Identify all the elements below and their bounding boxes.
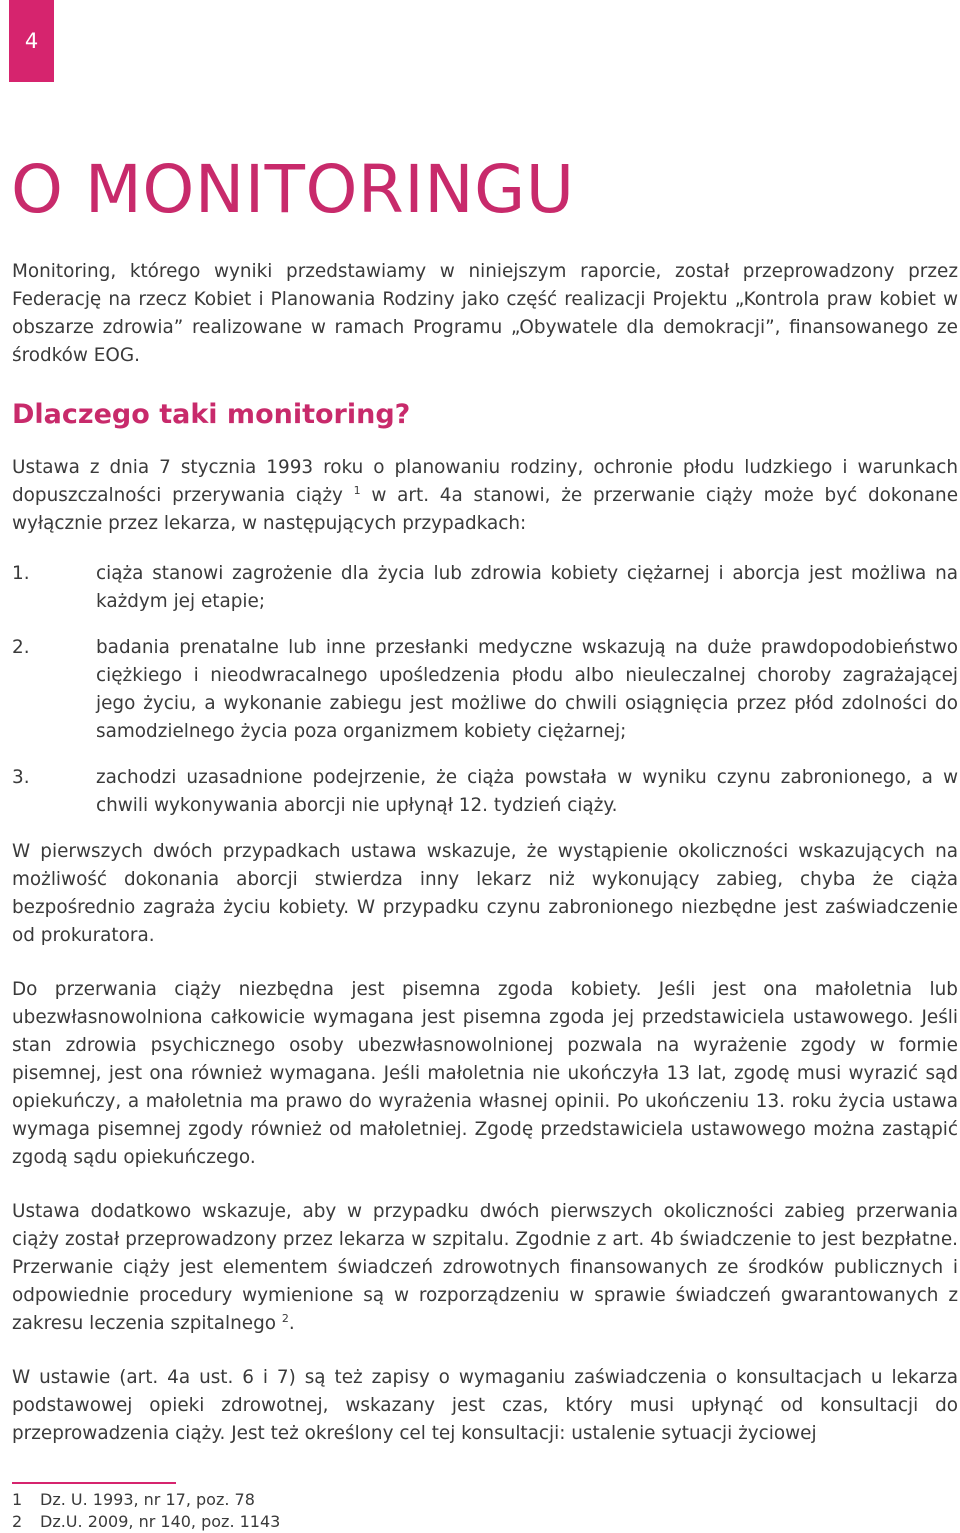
list-item [12,634,958,746]
page-number: 4 [24,29,39,53]
law-paragraph-text: Ustawa z dnia 7 stycznia 1993 roku o planowaniu rodziny, ochronie płodu ludzkiego i warunkach dopuszczalności przerywania ciąży [12,457,958,506]
body-paragraph-hospital-text: Ustawa dodatkowo wskazuje, aby w przypadku dwóch pierwszych okoliczności zabieg przerwania ciąży został przeprowadzony przez lekarza w szpitalu. Zgodnie z art. 4b świadczenie to jest bezpłatne. Przerwanie ciąży jest elementem świadczeń zdrowotnych finansowanych ze środków publicznych i odpowiednie procedury wymienione są w rozporządzeniu w sprawie świadczeń gwarantowanych z zakresu leczenia szpitalnego [12,1201,958,1334]
list-item-number: 3. [12,767,30,788]
list-item-text: ciąża stanowi zagrożenie dla życia lub zdrowia kobiety ciężarnej i aborcja jest możliwa na każdym jej etapie; [96,563,958,612]
page-title: O MONITORINGU [11,151,575,228]
main-content [12,258,958,1448]
list-item-number: 2. [12,637,30,658]
list-item-text: badania prenatalne lub inne przesłanki medyczne wskazują na duże prawdopodobieństwo ciężkiego i nieodwracalnego upośledzenia płodu albo nieuleczalnej choroby zagrażającej jego życiu, a wykonanie zabiegu jest możliwe do chwili osiągnięcia przez płód zdolności do samodzielnego życia poza organizmem kobiety ciężarnej; [96,637,958,742]
list-item-number: 1. [12,563,30,584]
intro-paragraph: Monitoring, którego wyniki przedstawiamy w niniejszym raporcie, został przeprowadzony przez Federację na rzecz Kobiet i Planowania Rodziny jako część realizacji Projektu „Kontrola praw kobiet w obszarze zdrowia” realizowane w ramach Programu „Obywatele dla demokracji”, finansowanego ze środków EOG. [12,261,958,366]
body-paragraph-hospital [12,1198,958,1338]
body-paragraph-hospital-end: . [288,1313,295,1334]
law-paragraph [12,454,958,538]
body-paragraph-doctor: W pierwszych dwóch przypadkach ustawa wskazuje, że wystąpienie okoliczności wskazujących na możliwość dokonania aborcji stwierdza inny lekarz niż wykonujący zabieg, chyba że ciąża bezpośrednio zagraża życiu kobiety. W przypadku czynu zabronionego niezbędne jest zaświadczenie od prokuratora. [12,841,958,946]
section-heading: Dlaczego taki monitoring? [12,399,411,430]
page-number-tab [9,0,54,82]
footnote [12,1489,280,1511]
footnote-ref-1[interactable]: 1 [353,483,361,497]
footnote-text: Dz.U. 2009, nr 140, poz. 1143 [40,1512,281,1531]
footnote-ref-2[interactable]: 2 [281,1311,289,1325]
footnote-number: 2 [12,1512,23,1531]
list-item [12,560,958,616]
footnote-number: 1 [12,1490,23,1509]
footnote-text: Dz. U. 1993, nr 17, poz. 78 [40,1490,255,1509]
footnote-divider [12,1482,176,1484]
footnote [12,1511,280,1533]
list-item [12,764,958,820]
cases-list [12,560,958,820]
list-item-text: zachodzi uzasadnione podejrzenie, że ciąża powstała w wyniku czynu zabronionego, a w chwili wykonywania aborcji nie upłynął 12. tydzień ciąży. [96,767,958,816]
law-paragraph-text-cont: w art. 4a stanowi, że przerwanie ciąży może być dokonane wyłącznie przez lekarza, w następujących przypadkach: [12,485,959,534]
body-paragraph-consent: Do przerwania ciąży niezbędna jest pisemna zgoda kobiety. Jeśli jest ona małoletnia lub ubezwłasnowolniona całkowicie wymagana jest pisemna zgoda jej przedstawiciela ustawowego. Jeśli stan zdrowia psychicznego osoby ubezwłasnowolnionej pozwala na wyrażenie zgody w formie pisemnej, jest ona również wymagana. Jeśli małoletnia nie ukończyła 13 lat, zgodę musi wyrazić sąd opiekuńczy, a małoletnia ma prawo do wyrażenia własnej opinii. Po ukończeniu 13. roku życia ustawa wymaga pisemnej zgody również od małoletniej. Zgodę przedstawiciela ustawowego można zastąpić zgodą sądu opiekuńczego. [12,979,958,1168]
body-paragraph-consultation: W ustawie (art. 4a ust. 6 i 7) są też zapisy o wymaganiu zaświadczenia o konsultacjach u lekarza podstawowej opieki zdrowotnej, wskazany jest czas, który musi upłynąć od konsultacji do przeprowadzenia ciąży. Jest też określony cel tej konsultacji: ustalenie sytuacji życiowej [12,1367,958,1444]
footnotes [12,1489,280,1533]
